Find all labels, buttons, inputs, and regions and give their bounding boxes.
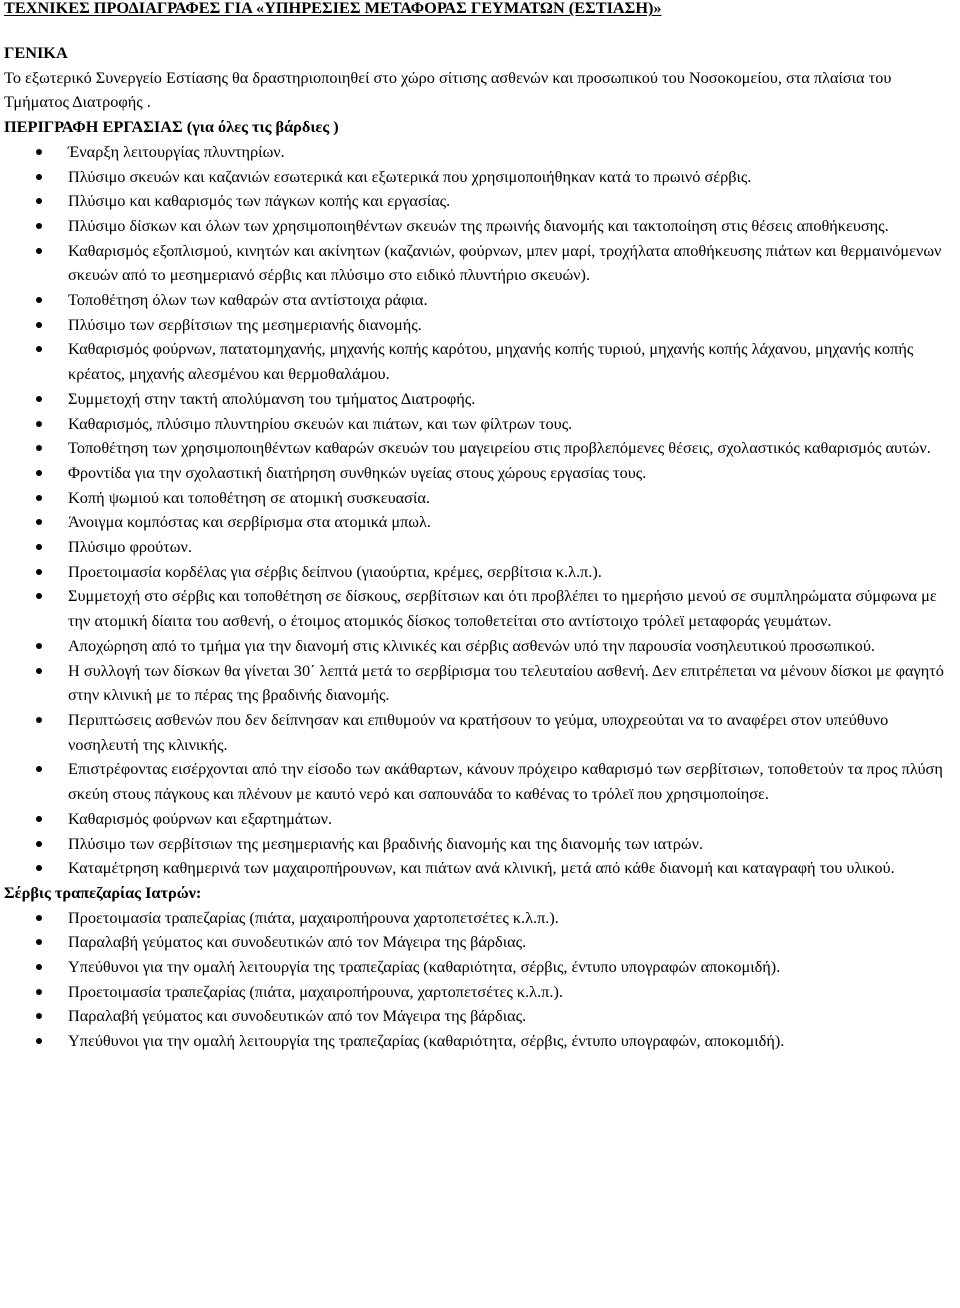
bullet-icon [36, 643, 42, 649]
doctors-dining-heading: Σέρβις τραπεζαρίας Ιατρών: [4, 882, 202, 902]
bullet-icon [36, 346, 42, 352]
list-item-text: Καθαρισμός εξοπλισμού, κινητών και ακίνητων (καζανιών, φούρνων, μπεν μαρί, τροχήλατα αποθήκευσης πιάτων και θερμαινόμενων σκευών από το μεσημεριανό σέρβις και πλύσιμο στο ειδικό πλυντήριο σκευών). [68, 240, 942, 285]
work-list-item [4, 708, 956, 757]
work-list-item [4, 560, 956, 585]
bullet-icon [36, 544, 42, 550]
bullet-icon [36, 519, 42, 525]
doctors-list-item [4, 1029, 956, 1054]
list-item-text: Καθαρισμός φούρνων και εξαρτημάτων. [68, 808, 333, 828]
bullet-icon [36, 766, 42, 772]
work-list-item [4, 461, 956, 486]
list-item-text: Πλύσιμο των σερβίτσιων της μεσημεριανής διανομής. [68, 314, 422, 334]
bullet-icon [36, 939, 42, 945]
bullet-icon [36, 1013, 42, 1019]
bullet-icon [36, 865, 42, 871]
list-item-text: Καθαρισμός φούρνων, πατατομηχανής, μηχανής κοπής καρότου, μηχανής κοπής τυριού, μηχανής κοπής λάχανου, μηχανής κοπής κρέατος, μηχανής αλεσμένου και θερμοθαλάμου. [68, 339, 914, 384]
bullet-icon [36, 470, 42, 476]
list-item-text: Προετοιμασία κορδέλας για σέρβις δείπνου (γιαούρτια, κρέμες, σερβίτσια κ.λ.π.). [68, 561, 602, 581]
list-item-text: Πλύσιμο των σερβίτσιων της μεσημεριανής και βραδινής διανομής και της διανομής των ιατρών. [68, 833, 704, 853]
work-list-item [4, 634, 956, 659]
list-item-text: Πλύσιμο και καθαρισμός των πάγκων κοπής και εργασίας. [68, 191, 451, 211]
bullet-icon [36, 668, 42, 674]
work-list-item [4, 659, 956, 708]
title-spacer [4, 20, 956, 41]
list-item-text: Συμμετοχή στην τακτή απολύμανση του τμήματος Διατροφής. [68, 388, 476, 408]
bullet-icon [36, 421, 42, 427]
work-list-item [4, 584, 956, 633]
bullet-icon [36, 297, 42, 303]
list-item-text: Υπεύθυνοι για την ομαλή λειτουργία της τραπεζαρίας (καθαριότητα, σέρβις, έντυπο υπογραφών αποκομιδή). [68, 957, 781, 977]
list-item-text: Καταμέτρηση καθημερινά των μαχαιροπήρουνων, και πιάτων ανά κλινική, μετά από κάθε διανομή και καταγραφή του υλικού. [68, 858, 895, 878]
work-list-item [4, 337, 956, 386]
bullet-icon [36, 174, 42, 180]
list-item-text: Συμμετοχή στο σέρβις και τοποθέτηση σε δίσκους, σερβίτσιων και ότι προβλέπει το ημερήσιο μενού σε συμπληρώματα σύμφωνα με την ατομική δίαιτα του ασθενή, ο έτοιμος ατομικός δίσκος τοποθετείται στο αντίστοιχο τρόλεϊ μεταφοράς γευμάτων. [68, 586, 937, 631]
document-title: ΤΕΧΝΙΚΕΣ ΠΡΟΔΙΑΓΡΑΦΕΣ ΓΙΑ «ΥΠΗΡΕΣΙΕΣ ΜΕΤΑΦΟΡΑΣ ΓΕΥΜΑΤΩΝ (ΕΣΤΙΑΣΗ)» [4, 0, 662, 17]
work-list-item [4, 288, 956, 313]
bullet-icon [36, 593, 42, 599]
list-item-text: Παραλαβή γεύματος και συνοδευτικών από τον Μάγειρα της βάρδιας. [68, 932, 527, 952]
bullet-icon [36, 816, 42, 822]
work-list-item [4, 807, 956, 832]
work-list-item [4, 313, 956, 338]
bullet-icon [36, 248, 42, 254]
work-list-item [4, 757, 956, 806]
bullet-icon [36, 198, 42, 204]
list-item-text: Έναρξη λειτουργίας πλυντηρίων. [68, 141, 285, 161]
bullet-icon [36, 989, 42, 995]
bullet-icon [36, 149, 42, 155]
doctors-list-item [4, 980, 956, 1005]
bullet-icon [36, 223, 42, 229]
list-item-text: Προετοιμασία τραπεζαρίας (πιάτα, μαχαιροπήρουνα χαρτοπετσέτες κ.λ.π.). [68, 907, 559, 927]
work-list-item [4, 189, 956, 214]
bullet-icon [36, 1038, 42, 1044]
work-list-item [4, 214, 956, 239]
bullet-icon [36, 717, 42, 723]
doctors-dining-items-list [4, 906, 956, 1054]
list-item-text: Περιπτώσεις ασθενών που δεν δείπνησαν και επιθυμούν να κρατήσουν το γεύμα, υποχρεούται να το αναφέρει στον υπεύθυνο νοσηλευτή της κλινικής. [68, 709, 889, 754]
list-item-text: Φροντίδα για την σχολαστική διατήρηση συνθηκών υγείας στους χώρους εργασίας τους. [68, 462, 647, 482]
work-list-item [4, 486, 956, 511]
work-list-item [4, 856, 956, 881]
bullet-icon [36, 841, 42, 847]
work-list-item [4, 535, 956, 560]
bullet-icon [36, 495, 42, 501]
bullet-icon [36, 396, 42, 402]
doctors-list-item [4, 930, 956, 955]
doctors-list-item [4, 1004, 956, 1029]
doctors-list-item [4, 906, 956, 931]
list-item-text: Πλύσιμο φρούτων. [68, 537, 192, 557]
list-item-text: Καθαρισμός, πλύσιμο πλυντηρίου σκευών και πιάτων, και των φίλτρων τους. [68, 413, 573, 433]
list-item-text: Κοπή ψωμιού και τοποθέτηση σε ατομική συσκευασία. [68, 487, 430, 507]
bullet-icon [36, 445, 42, 451]
list-item-text: Πλύσιμο δίσκων και όλων των χρησιμοποιηθέντων σκευών της πρωινής διανομής και τακτοποίηση στις θέσεις αποθήκευσης. [68, 215, 889, 235]
list-item-text: Άνοιγμα κομπόστας και σερβίρισμα στα ατομικά μπωλ. [68, 512, 431, 532]
work-description-heading: ΠΕΡΙΓΡΑΦΗ ΕΡΓΑΣΙΑΣ (για όλες τις βάρδιες ) [4, 117, 339, 137]
bullet-icon [36, 915, 42, 921]
bullet-icon [36, 569, 42, 575]
work-list-item [4, 510, 956, 535]
list-item-text: Παραλαβή γεύματος και συνοδευτικών από τον Μάγειρα της βάρδιας. [68, 1006, 527, 1026]
work-list-item [4, 412, 956, 437]
list-item-text: Η συλλογή των δίσκων θα γίνεται 30΄ λεπτά μετά το σερβίρισμα του τελευταίου ασθενή. Δεν επιτρέπεται να μένουν δίσκοι με φαγητό στην κλινική με το πέρας της βραδινής διανομής. [68, 660, 944, 705]
bullet-icon [36, 322, 42, 328]
general-heading: ΓΕΝΙΚΑ [4, 43, 68, 62]
work-items-list [4, 140, 956, 881]
list-item-text: Επιστρέφοντας εισέρχονται από την είσοδο των ακάθαρτων, κάνουν πρόχειρο καθαρισμό των σερβίτσιων, τοποθετούν τα προς πλύση σκεύη στους πάγκους και πλένουν με καυτό νερό και σαπουνάδα το καθένας το τρόλεϊ που χρησιμοποίησε. [68, 759, 943, 804]
general-paragraph: Το εξωτερικό Συνεργείο Εστίασης θα δραστηριοποιηθεί στο χώρο σίτισης ασθενών και προσωπικού του Νοσοκομείου, στα πλαίσια του Τμήματος Διατροφής . [4, 67, 892, 112]
work-list-item [4, 832, 956, 857]
work-list-item [4, 387, 956, 412]
list-item-text: Τοποθέτηση των χρησιμοποιηθέντων καθαρών σκευών του μαγειρείου στις προβλεπόμενες θέσεις, σχολαστικός καθαρισμός αυτών. [68, 438, 931, 458]
list-item-text: Υπεύθυνοι για την ομαλή λειτουργία της τραπεζαρίας (καθαριότητα, σέρβις, έντυπο υπογραφών, αποκομιδή). [68, 1031, 785, 1051]
work-list-item [4, 436, 956, 461]
work-list-item [4, 239, 956, 288]
work-list-item [4, 165, 956, 190]
list-item-text: Προετοιμασία τραπεζαρίας (πιάτα, μαχαιροπήρουνα, χαρτοπετσέτες κ.λ.π.). [68, 981, 563, 1001]
list-item-text: Τοποθέτηση όλων των καθαρών στα αντίστοιχα ράφια. [68, 290, 428, 310]
bullet-icon [36, 964, 42, 970]
work-list-item [4, 140, 956, 165]
list-item-text: Αποχώρηση από το τμήμα για την διανομή στις κλινικές και σέρβις ασθενών υπό την παρουσία νοσηλευτικού προσωπικού. [68, 635, 875, 655]
list-item-text: Πλύσιμο σκευών και καζανιών εσωτερικά και εξωτερικά που χρησιμοποιήθηκαν κατά το πρωινό σέρβις. [68, 166, 752, 186]
doctors-list-item [4, 955, 956, 980]
